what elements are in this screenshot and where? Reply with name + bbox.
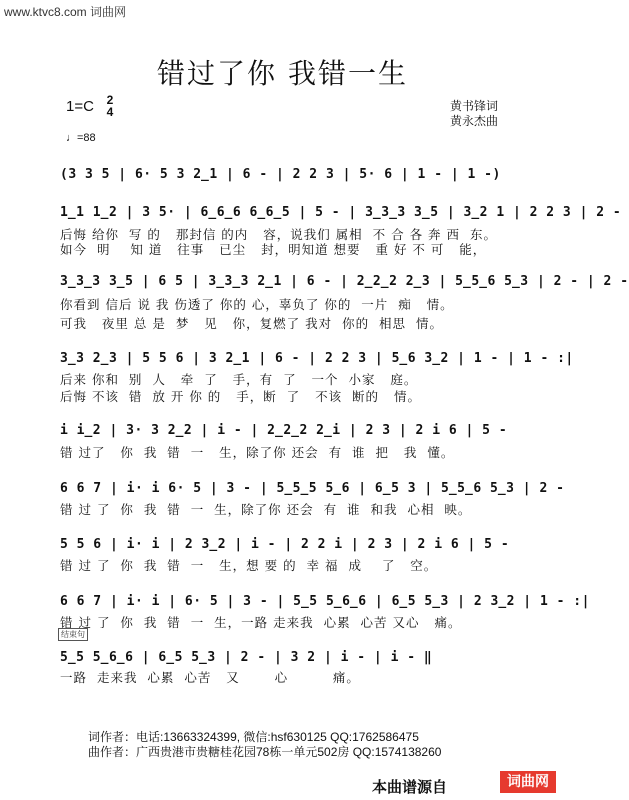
key-signature: 1=C — [66, 98, 94, 115]
composer-contact: 曲作者：广西贵港市贵糖桂花园78栋一单元502房 QQ:1574138260 — [88, 745, 442, 759]
meter-bottom: 4 — [106, 105, 114, 119]
lyric-line-5: 错 过 了 你 我 错 一 生，除了你 还会 有 谁 和我 心相 映。 — [60, 502, 472, 517]
composer-credit: 黄永杰曲 — [450, 114, 499, 128]
lyric-line-3b: 后悔 不该 错 放 开 你 的 手，断 了 不该 断的 情。 — [60, 389, 421, 404]
notation-row-8: 5̲5 5̲6̲6 | 6̲5 5̲3 | 2 - | 3 2 | i - | i - ‖ — [60, 649, 433, 665]
lyric-line-8: 一路 走来我 心累 心苦 又 心 痛。 — [60, 670, 360, 685]
notation-row-2: 3̲3̲3 3̲5 | 6 5 | 3̲3̲3 2̲1 | 6 - | 2̲2̲2 2̲3 | 5̲5̲6 5̲3 | 2 - | 2 - — [60, 273, 629, 289]
lyric-line-7: 错 过 了 你 我 错 一 生，一路 走来我 心累 心苦 又心 痛。 — [60, 615, 462, 630]
notation-row-0: (3 3 5 | 6· 5 3 2̲1 | 6 - | 2 2 3 | 5· 6 | 1 - | 1 -) — [60, 166, 501, 182]
lyric-line-2a: 你看到 信后 说 我 伤透了 你的 心，辜负了 你的 一片 痴 情。 — [60, 297, 454, 312]
site-logo-badge[interactable]: 词曲网 — [500, 771, 556, 793]
lyricist-credit: 黄书锋词 — [450, 99, 499, 113]
tempo-marking: ♩=88 — [66, 132, 96, 144]
notation-row-1: 1̲1 1̲2 | 3 5· | 6̲6̲6 6̲6̲5 | 5 - | 3̲3̲3 3̲5 | 3̲2 1 | 2 2 3 | 2 - — [60, 204, 622, 220]
song-title: 错过了你 我错一生 — [157, 57, 408, 90]
lyric-line-1b: 如今 明 知 道 往事 已尘 封，明知道 想要 重 好 不 可 能， — [60, 242, 487, 257]
notation-row-5: 6 6 7 | i· i 6· 5 | 3 - | 5̲5̲5 5̲6 | 6̲5 3 | 5̲5̲6 5̲3 | 2 - — [60, 480, 565, 496]
meter-top: 2 — [106, 93, 114, 107]
ending-label: 结束句 — [58, 628, 88, 641]
lyric-line-1a: 后悔 给你 写 的 那封信 的内 容，说我们 属相 不 合 各 奔 西 东。 — [60, 227, 497, 242]
notation-row-4: i i̲2 | 3· 3 2̲2 | i - | 2̲2̲2 2̲i | 2 3 | 2 i 6 | 5 - — [60, 422, 508, 438]
site-watermark: www.ktvc8.com 词曲网 — [4, 5, 127, 19]
notation-row-6: 5 5 6 | i· i | 2 3̲2 | i - | 2 2 i | 2 3 | 2 i 6 | 5 - — [60, 536, 510, 552]
notation-row-7: 6 6 7 | i· i | 6· 5 | 3 - | 5̲5 5̲6̲6 | 6̲5 5̲3 | 2 3̲2 | 1 - :| — [60, 593, 590, 609]
lyric-line-6: 错 过 了 你 我 错 一 生，想 要 的 幸 福 成 了 空。 — [60, 558, 438, 573]
source-text: 本曲谱源自 — [372, 778, 448, 796]
notation-row-3: 3̲3 2̲3 | 5 5 6 | 3 2̲1 | 6 - | 2 2 3 | 5̲6 3̲2 | 1 - | 1 - :| — [60, 350, 574, 366]
lyric-line-4: 错 过了 你 我 错 一 生，除了你 还会 有 谁 把 我 懂。 — [60, 445, 455, 460]
lyricist-contact: 词作者：电话:13663324399, 微信:hsf630125 QQ:1762586475 — [88, 730, 419, 744]
time-signature — [103, 94, 117, 118]
lyric-line-3a: 后来 你和 别 人 牵 了 手，有 了 一个 小家 庭。 — [60, 372, 418, 387]
lyric-line-2b: 可我 夜里 总 是 梦 见 你，复燃了 我对 你的 相思 情。 — [60, 316, 443, 331]
